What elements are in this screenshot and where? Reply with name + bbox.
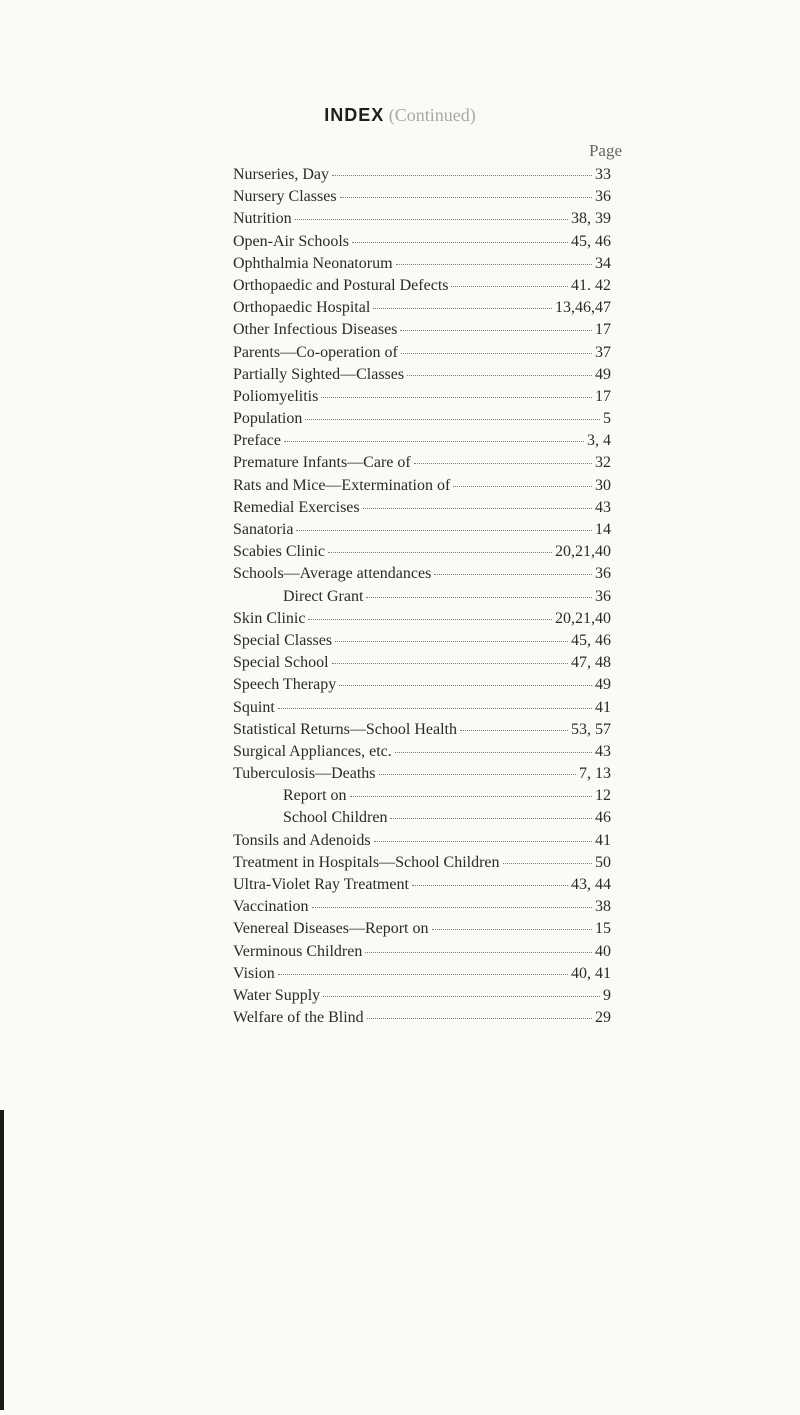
index-entry-pages: 17 (595, 387, 611, 405)
index-entry-pages: 45, 46 (571, 232, 611, 250)
dot-leader (374, 840, 592, 842)
index-entry-label: Preface (233, 432, 281, 450)
index-entry-pages: 3, 4 (587, 432, 611, 450)
index-entry-label: School Children (283, 809, 388, 827)
dot-leader (350, 795, 592, 797)
index-entry (233, 388, 611, 410)
page-column-heading: Page (588, 141, 622, 160)
index-entry (233, 610, 611, 632)
index-entry-label: Tonsils and Adenoids (233, 831, 371, 849)
index-entry (233, 410, 611, 432)
index-entry-label: Speech Therapy (233, 676, 337, 694)
index-entry-label: Tuberculosis—Deaths (233, 765, 376, 783)
index-entry (233, 721, 611, 743)
index-entry-pages: 49 (595, 676, 611, 694)
index-entry (233, 277, 611, 299)
index-entry-pages: 43 (595, 742, 611, 760)
dot-leader (434, 573, 592, 575)
dot-leader (453, 485, 592, 487)
index-entry-label: Poliomyelitis (233, 387, 319, 405)
index-entry-pages: 40 (595, 942, 611, 960)
index-entry-label: Vaccination (233, 898, 309, 916)
dot-leader (414, 462, 592, 464)
index-entry (233, 654, 611, 676)
index-entry-pages: 41. 42 (571, 276, 611, 294)
dot-leader (373, 307, 552, 309)
index-entry-list (233, 166, 611, 1031)
index-entry (233, 943, 611, 965)
index-entry (233, 565, 611, 587)
index-entry-label: Nurseries, Day (233, 166, 329, 183)
index-entry-label: Premature Infants—Care of (233, 454, 411, 472)
index-entry (233, 344, 611, 366)
index-entry (233, 965, 611, 987)
dot-leader (295, 218, 568, 220)
index-entry (233, 832, 611, 854)
index-entry-pages: 9 (603, 986, 611, 1004)
index-entry (233, 743, 611, 765)
index-entry-pages: 12 (595, 787, 611, 805)
index-entry (233, 699, 611, 721)
dot-leader (367, 1017, 592, 1019)
index-entry-label: Other Infectious Diseases (233, 321, 398, 339)
index-entry (233, 255, 611, 277)
index-entry-pages: 14 (595, 521, 611, 538)
index-entry-pages: 36 (595, 565, 611, 583)
dot-leader (395, 751, 592, 753)
index-entry-pages: 47, 48 (571, 654, 611, 672)
index-entry (233, 366, 611, 388)
index-entry-pages: 41 (595, 831, 611, 849)
dot-leader (278, 973, 568, 975)
index-entry (233, 188, 611, 210)
index-entry (233, 321, 611, 343)
index-entry-pages: 29 (595, 1009, 611, 1027)
index-entry-pages: 41 (595, 698, 611, 716)
scan-edge-mark (0, 1110, 4, 1410)
index-entry-pages: 13,46,47 (555, 299, 611, 317)
index-entry-pages: 49 (595, 365, 611, 383)
index-entry-pages: 38, 39 (571, 210, 611, 228)
index-entry-label: Nutrition (233, 210, 292, 228)
dot-leader (366, 596, 592, 598)
index-entry-pages: 36 (595, 188, 611, 206)
index-entry-label: Venereal Diseases—Report on (233, 920, 429, 938)
index-entry (233, 920, 611, 942)
index-subheading: (Continued) (388, 105, 476, 125)
dot-leader (390, 817, 592, 819)
index-entry (233, 676, 611, 698)
index-entry-label: Orthopaedic Hospital (233, 299, 371, 317)
index-entry-pages: 43, 44 (571, 876, 611, 893)
index-entry-pages: 33 (595, 166, 611, 183)
dot-leader (312, 906, 592, 908)
index-entry-label: Population (233, 410, 303, 428)
index-entry-label: Scabies Clinic (233, 543, 325, 561)
dot-leader (363, 507, 592, 509)
index-entry-pages: 20,21,40 (555, 609, 611, 627)
dot-leader (432, 928, 593, 930)
index-entry-label: Skin Clinic (233, 609, 306, 627)
index-entry (233, 1009, 611, 1031)
index-entry-pages: 30 (595, 476, 611, 494)
index-entry-pages: 32 (595, 454, 611, 472)
index-entry (233, 299, 611, 321)
index-entry-pages: 46 (595, 809, 611, 827)
index-entry-label: Water Supply (233, 986, 321, 1004)
index-entry-pages: 36 (595, 587, 611, 605)
index-entry-label: Ultra-Violet Ray Treatment (233, 876, 409, 893)
index-entry (233, 521, 611, 543)
dot-leader (460, 729, 568, 731)
index-entry (233, 876, 611, 898)
dot-leader (340, 196, 592, 198)
dot-leader (352, 241, 568, 243)
index-entry (233, 898, 611, 920)
index-entry-label: Nursery Classes (233, 188, 337, 206)
index-entry-label: Schools—Average attendances (233, 565, 432, 583)
dot-leader (296, 529, 592, 531)
index-entry (233, 854, 611, 876)
index-entry-pages: 45, 46 (571, 631, 611, 649)
dot-leader (332, 662, 568, 664)
dot-leader (400, 329, 592, 331)
dot-leader (407, 374, 592, 376)
index-entry-label: Partially Sighted—Classes (233, 365, 405, 383)
dot-leader (339, 684, 592, 686)
dot-leader (305, 418, 600, 420)
index-entry (233, 588, 611, 610)
index-entry-pages: 7, 13 (579, 765, 611, 783)
index-entry-label: Remedial Exercises (233, 498, 360, 516)
index-entry (233, 632, 611, 654)
dot-leader (332, 174, 592, 176)
index-entry-pages: 17 (595, 321, 611, 339)
index-entry-label: Direct Grant (283, 587, 364, 605)
index-entry-label: Verminous Children (233, 942, 363, 960)
index-entry-label: Report on (283, 787, 347, 805)
index-entry-pages: 5 (603, 410, 611, 428)
dot-leader (365, 951, 592, 953)
index-entry (233, 809, 611, 831)
index-entry (233, 432, 611, 454)
index-entry-pages: 34 (595, 254, 611, 272)
index-entry (233, 477, 611, 499)
index-entry-pages: 50 (595, 853, 611, 871)
dot-leader (451, 285, 568, 287)
dot-leader (412, 884, 568, 886)
index-entry-pages: 38 (595, 898, 611, 916)
index-entry-pages: 53, 57 (571, 720, 611, 738)
index-entry-label: Orthopaedic and Postural Defects (233, 276, 449, 294)
index-entry (233, 787, 611, 809)
dot-leader (284, 440, 584, 442)
index-entry-label: Vision (233, 964, 275, 982)
dot-leader (321, 396, 592, 398)
index-entry-label: Surgical Appliances, etc. (233, 742, 392, 760)
index-entry-pages: 43 (595, 498, 611, 516)
index-entry-pages: 15 (595, 920, 611, 938)
index-entry (233, 166, 611, 188)
index-entry-pages: 37 (595, 343, 611, 361)
dot-leader (308, 618, 552, 620)
dot-leader (379, 773, 576, 775)
page-title (0, 105, 800, 126)
index-entry-label: Parents—Co-operation of (233, 343, 398, 361)
index-entry (233, 233, 611, 255)
dot-leader (396, 263, 592, 265)
index-entry-label: Squint (233, 698, 275, 716)
dot-leader (278, 707, 592, 709)
index-entry (233, 987, 611, 1009)
dot-leader (323, 995, 600, 997)
dot-leader (335, 640, 568, 642)
index-entry-label: Special Classes (233, 631, 333, 649)
index-entry-label: Welfare of the Blind (233, 1009, 364, 1027)
index-entry (233, 210, 611, 232)
index-entry (233, 765, 611, 787)
dot-leader (503, 862, 592, 864)
index-entry (233, 454, 611, 476)
index-entry (233, 543, 611, 565)
index-entry (233, 499, 611, 521)
index-entry-label: Ophthalmia Neonatorum (233, 254, 393, 272)
dot-leader (401, 352, 592, 354)
index-entry-pages: 40, 41 (571, 964, 611, 982)
index-entry-label: Sanatoria (233, 521, 294, 538)
index-heading: INDEX (324, 105, 385, 125)
index-entry-pages: 20,21,40 (555, 543, 611, 561)
index-entry-label: Open-Air Schools (233, 232, 349, 250)
dot-leader (328, 551, 552, 553)
index-entry-label: Statistical Returns—School Health (233, 720, 457, 738)
index-entry-label: Treatment in Hospitals—School Children (233, 853, 500, 871)
index-entry-label: Rats and Mice—Extermination of (233, 476, 451, 494)
index-entry-label: Special School (233, 654, 329, 672)
